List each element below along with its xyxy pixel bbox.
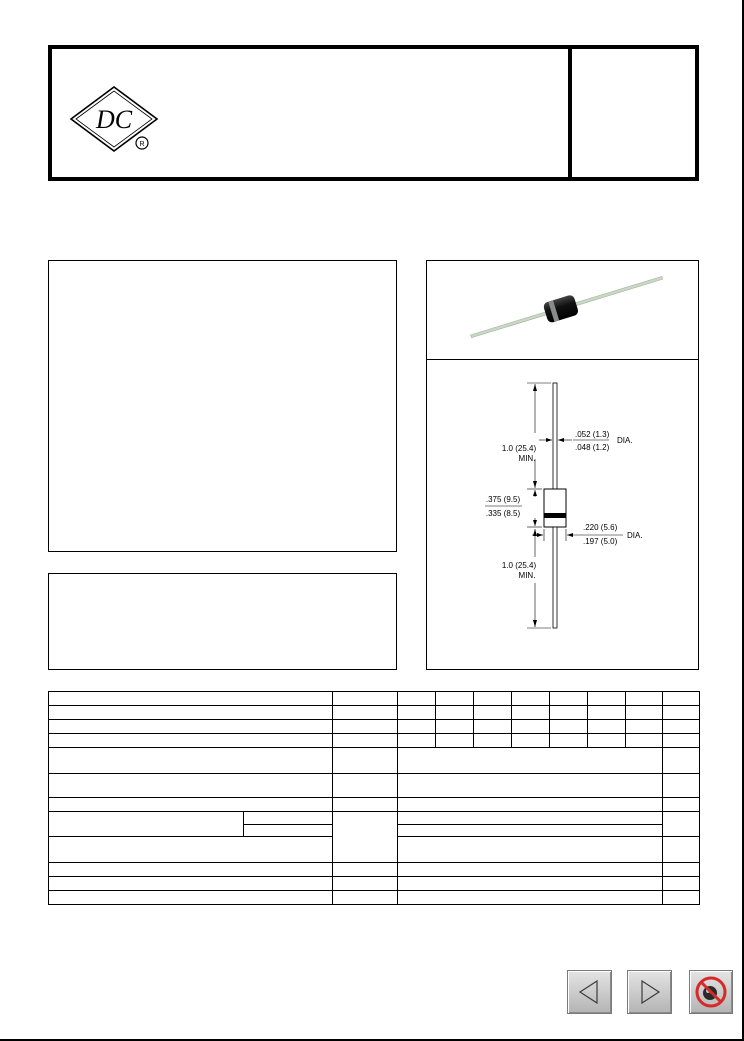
drawing-panel-divider	[426, 359, 699, 360]
bottom-lead-length-min-label: MIN.	[518, 571, 536, 580]
outline-dimensions-drawing	[427, 361, 698, 668]
lead-diameter-unit-label: DIA.	[617, 436, 633, 445]
exit-button[interactable]	[689, 970, 733, 1014]
triangle-right-icon	[628, 971, 671, 1013]
diode-photo	[427, 261, 698, 358]
mechanical-data-panel	[48, 573, 397, 670]
body-diameter-unit-label: DIA.	[627, 531, 643, 540]
header-divider	[568, 45, 572, 181]
top-lead-outline	[553, 383, 557, 489]
table-row	[49, 774, 700, 798]
table-row	[49, 877, 700, 891]
previous-page-button[interactable]	[567, 970, 612, 1014]
table-row	[49, 863, 700, 877]
diode-body	[543, 294, 580, 323]
table-row	[49, 798, 700, 812]
ratings-table	[48, 691, 700, 905]
cathode-band-outline	[544, 513, 566, 518]
features-panel	[48, 260, 397, 552]
table-row	[49, 891, 700, 905]
lead-diameter-min-label: .048 (1.2)	[575, 443, 610, 452]
top-lead-length-min-label: MIN.	[518, 454, 536, 463]
table-row	[49, 812, 700, 825]
body-diameter-max-label: .220 (5.6)	[583, 523, 618, 532]
table-row	[49, 720, 700, 734]
lead-diameter-max-label: .052 (1.3)	[575, 430, 610, 439]
table-row	[49, 706, 700, 720]
table-row	[49, 734, 700, 748]
top-lead-length-label: 1.0 (25.4)	[501, 444, 537, 453]
bottom-lead-length-label: 1.0 (25.4)	[501, 561, 537, 570]
no-entry-icon	[690, 971, 732, 1013]
logo-monogram: DC	[95, 105, 133, 134]
bottom-lead-outline	[553, 527, 557, 628]
body-diameter-min-label: .197 (5.0)	[583, 537, 618, 546]
body-length-min-label: .335 (8.5)	[485, 509, 521, 518]
next-page-button[interactable]	[627, 970, 672, 1014]
table-row	[49, 748, 700, 774]
triangle-left-icon	[568, 971, 611, 1013]
body-outline	[544, 489, 566, 527]
body-length-max-label: .375 (9.5)	[485, 495, 521, 504]
registered-mark-letter: R	[139, 141, 145, 148]
company-logo	[66, 84, 166, 154]
table-header-row	[49, 692, 700, 706]
